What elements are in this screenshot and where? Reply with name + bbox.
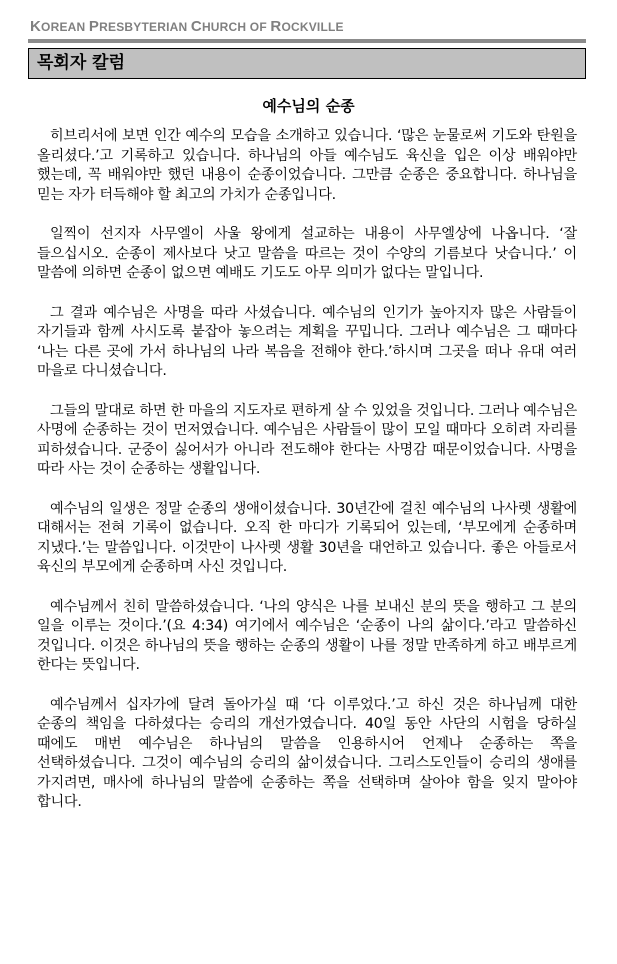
church-name-word-presbyterian: PRESBYTERIAN: [88, 18, 191, 35]
article-paragraph: 예수님께서 십자가에 달려 돌아가실 때 ‘다 이루었다.’고 하신 것은 하나님께 대한 순종의 책임을 다하셨다는 승리의 개선가였습니다. 40일 동안 사단의 시험을 당하실 때에도 매번 예수님은 하나님의 말씀을 인용하시어 언제나 순종하는 쪽을 선택하셨습니다. 그것이 예수님의 승리의 삶이셨습니다. 그리스도인들이 승리의 생애를 가지려면, 매사에 하나님의 말씀에 순종하는 쪽을 선택하며 살아야 함을 잊지 말아야 합니다.: [37, 696, 577, 810]
article-paragraph: 예수님의 일생은 정말 순종의 생애이셨습니다. 30년간에 걸친 예수님의 나사렛 생활에 대해서는 전혀 기록이 없습니다. 오직 한 마디가 기록되어 있는데, ‘부모에게 순종하며 지냈다.’는 말씀입니다. 이것만이 나사렛 생활 30년을 대언하고 있습니다. 좋은 아들로서 육신의 부모에게 순종하며 사신 것입니다.: [37, 500, 577, 575]
article-body: [37, 127, 577, 833]
church-name-word-rockville: ROCKVILLE: [270, 18, 344, 35]
section-title: 목회자 칼럼: [37, 53, 126, 73]
article-title: 예수님의 순종: [262, 97, 355, 115]
article-paragraph: 예수님께서 친히 말씀하셨습니다. ‘나의 양식은 나를 보내신 분의 뜻을 행하고 그 분의 일을 이루는 것이다.’(요 4:34) 여기에서 예수님은 ‘순종이 나의 삶이다.’라고 말씀하신 것입니다. 이것은 하나님의 뜻을 행하는 순종의 생활이 나를 정말 만족하게 하고 배부르게 한다는 뜻입니다.: [37, 598, 577, 673]
article-paragraph: 일찍이 선지자 사무엘이 사울 왕에게 설교하는 내용이 사무엘상에 나옵니다. ‘잘 들으십시오. 순종이 제사보다 낫고 말씀을 따르는 것이 수양의 기름보다 낫습니다.’ 이 말씀에 의하면 순종이 없으면 예배도 기도도 아무 의미가 없다는 말입니다.: [37, 226, 577, 281]
church-name-word-korean: KOREAN: [30, 18, 89, 35]
church-name-word-church-of: CHURCH OF: [190, 18, 271, 35]
article-paragraph: 히브리서에 보면 인간 예수의 모습을 소개하고 있습니다. ‘많은 눈물로써 기도와 탄원을 올리셨다.’고 기록하고 있습니다. 하나님의 아들 예수님도 육신을 입은 이상 배워야만 했는데, 꼭 배워야만 했던 내용이 순종이었습니다. 그만큼 순종은 중요합니다. 하나님을 믿는 자가 터득해야 할 최고의 가치가 순종입니다.: [37, 128, 577, 203]
church-name-header: [30, 18, 590, 35]
section-title-bar: [28, 48, 586, 79]
header-divider: [28, 39, 586, 43]
article-paragraph: 그들의 말대로 하면 한 마을의 지도자로 편하게 살 수 있었을 것입니다. 그러나 예수님은 사명에 순종하는 것이 먼저였습니다. 예수님은 사람들이 많이 모일 때마다 오히려 자리를 피하셨습니다. 군중이 싫어서가 아니라 전도해야 한다는 사명감 때문이었습니다. 사명을 따라 사는 것이 순종하는 생활입니다.: [37, 402, 577, 477]
article-paragraph: 그 결과 예수님은 사명을 따라 사셨습니다. 예수님의 인기가 높아지자 많은 사람들이 자기들과 함께 사시도록 붙잡아 놓으려는 계획을 꾸밉니다. 그러나 예수님은 그 때마다 ‘나는 다른 곳에 가서 하나님의 나라 복음을 전해야 한다.’하시며 그곳을 떠나 유대 여러 마을로 다니셨습니다.: [37, 304, 577, 379]
